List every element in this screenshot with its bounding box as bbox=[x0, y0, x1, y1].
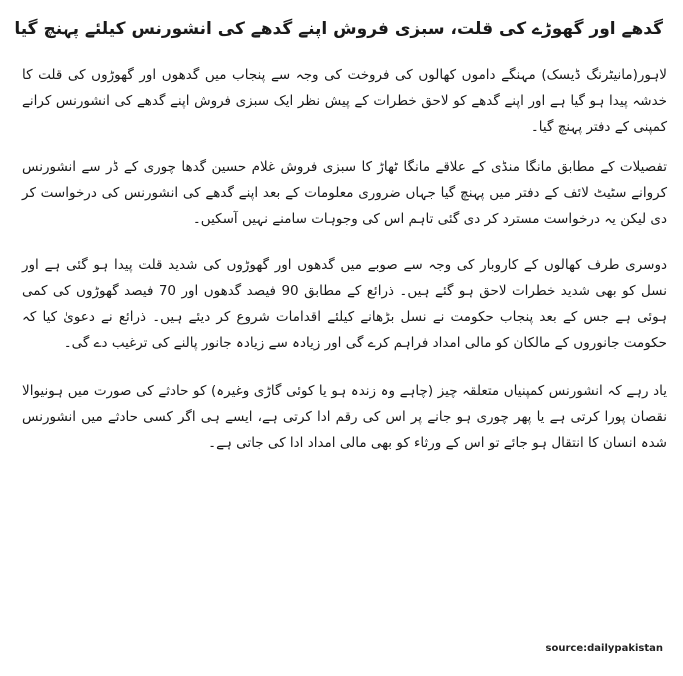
article-paragraph-4: یاد رہے کہ انشورنس کمپنیاں متعلقہ چیز (چاہے وہ زندہ ہو یا کوئی گاڑی وغیرہ) کو حادثے کی صورت میں ہونیوالا نقصان پورا کرتی ہے یا پھر چوری ہو جانے پر اس کی رقم ادا کرتی ہے، ایسے ہی اگر کسی حادثے میں انشورنس شدہ انسان کا انتقال ہو جائے تو اس کے ورثاء کو بھی مالی امداد ادا کی جاتی ہے۔ bbox=[22, 383, 667, 451]
source-credit: source:dailypakistan bbox=[545, 643, 663, 654]
article-paragraph-2: تفصیلات کے مطابق مانگا منڈی کے علاقے مانگا ٹھاڑ کا سبزی فروش غلام حسین گدھا چوری کے ڈر سے انشورنس کروانے سٹیٹ لائف کے دفتر میں پہنچ گیا جہاں ضروری معلومات کے بعد اپنے گدھے کی انشورنس کی درخواست کر دی لیکن یہ درخواست مسترد کر دی گئی تاہم اس کی وجوہات سامنے نہیں آسکیں۔ bbox=[22, 159, 667, 227]
article-paragraph-3: دوسری طرف کھالوں کے کاروبار کی وجہ سے صوبے میں گدھوں اور گھوڑوں کی شدید قلت پیدا ہو گئی ہے اور نسل کو بھی شدید خطرات لاحق ہو گئے ہیں۔ ذرائع کے مطابق 90 فیصد گدھوں اور 70 فیصد گھوڑوں کی کمی ہوئی ہے جس کے بعد پنجاب حکومت نے نسل بڑھانے کیلئے اقدامات شروع کر دیئے ہیں۔ ذرائع نے دعویٰ کیا کہ حکومت جانوروں کے مالکان کو مالی امداد فراہم کرے گی اور زیادہ سے زیادہ جانور پالنے کی ترغیب دے گی۔ bbox=[22, 257, 667, 351]
article-headline: گدھے اور گھوڑے کی قلت، سبزی فروش اپنے گدھے کی انشورنس کیلئے پہنچ گیا bbox=[14, 19, 663, 39]
article-paragraph-1: لاہور(مانیٹرنگ ڈیسک) مہنگے داموں کھالوں کی فروخت کی وجہ سے پنجاب میں گدھوں اور گھوڑوں کی قلت کا خدشہ پیدا ہو گیا ہے اور اپنے گدھے کو لاحق خطرات کے پیش نظر ایک سبزی فروش اپنے گدھے کی انشورنس کرانے کمپنی کے دفتر پہنچ گیا۔ bbox=[22, 67, 667, 135]
